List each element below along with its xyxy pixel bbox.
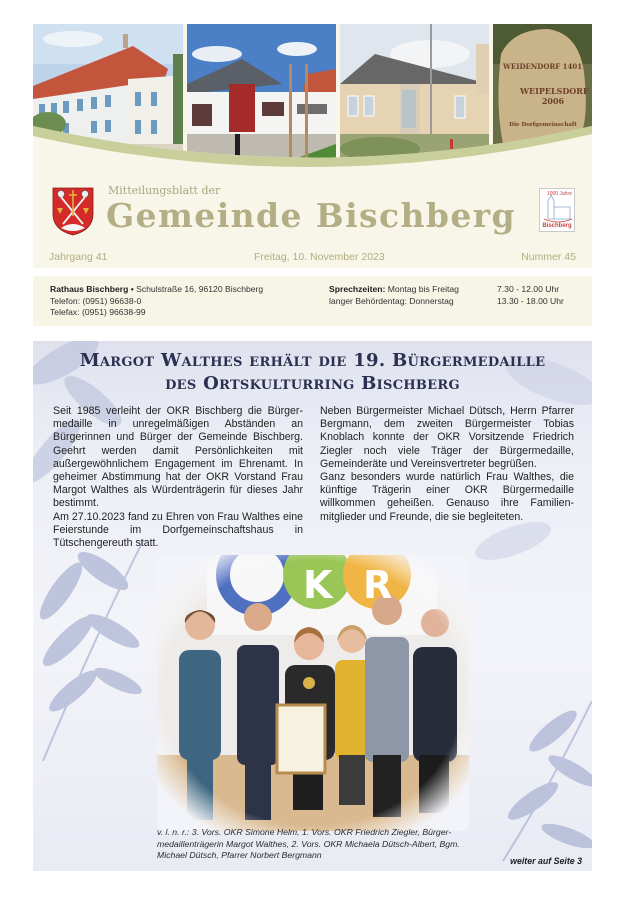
contact-info-bar (33, 276, 592, 326)
bullet-separator: • (130, 284, 134, 294)
town-hall-address: Schulstraße 16, 96120 Bischberg (136, 284, 264, 294)
headline-line-2: des Ortskulturring Bischberg (165, 373, 460, 394)
award-ceremony-photo (157, 555, 469, 831)
masthead-title: Gemeinde Bischberg (106, 196, 517, 235)
anniversary-year: 1000 Jahre (546, 191, 572, 197)
fax-number: Telefax: (0951) 96638-99 (50, 307, 146, 317)
paragraph: Neben Bürgermeister Michael Dütsch, Herrn Pfarrer Bergmann, dem zweiten Bürgermeister Tobias Knoblach konnte der OKR Vorsitzende Friedrich Ziegler noch viele Träger der Bürgermedaille, Gemeinderäte und Vereinsvertreter begrüßen. (320, 405, 574, 470)
headline-line-1: Margot Walthes erhält die 19. Bürgermedaille (79, 350, 546, 371)
memorial-stone-text-2: WEIPELSDORF 2006 (520, 86, 589, 106)
town-hall-name: Rathaus Bischberg (50, 284, 129, 294)
town-hall-contact (50, 284, 263, 319)
issue-date: Freitag, 10. November 2023 (254, 251, 385, 263)
anniversary-logo (539, 188, 575, 232)
anniversary-name: Bischberg (542, 223, 572, 229)
hours-time-2: 13.30 - 18.00 Uhr (497, 295, 564, 306)
phone-number: Telefon: (0951) 96638-0 (50, 295, 142, 306)
coat-of-arms-icon (51, 186, 95, 236)
photo-caption: v. l. n. r.: 3. Vors. OKR Simone Helm, 1. Vors. OKR Friedrich Ziegler, Bürgermedaillenträgerin Margot Walthes, 2. Vors. OKR Michaela Dütsch-Albert, Bgm. Michael Dütsch, Pfarrer Norbert Bergmann (157, 827, 460, 861)
article-headline (33, 349, 592, 395)
article-column-right (320, 405, 574, 524)
masthead (33, 24, 592, 268)
hours-time-1: 7.30 - 12.00 Uhr (497, 284, 560, 294)
hours-day-1: Montag bis Freitag (387, 284, 459, 294)
paragraph: Am 27.10.2023 fand zu Ehren von Frau Walthes eine Feierstunde im Dorfgemeinschaftshaus in Tütschengereuth statt. (53, 510, 303, 550)
okr-letter-r: R (363, 563, 393, 607)
article-column-left (53, 405, 303, 550)
article (33, 341, 592, 871)
memorial-stone-text-1: WEIDENDORF 1401 (503, 62, 583, 71)
office-hours-label: Sprechzeiten: (329, 284, 386, 294)
continued-on-page-link[interactable]: weiter auf Seite 3 (510, 856, 582, 866)
hours-day-2: langer Behördentag: Donnerstag (329, 295, 454, 306)
office-hours (329, 284, 569, 307)
header-photo-strip (33, 24, 592, 169)
paragraph: Ganz besonders wurde natürlich Frau Walthes, die künftige Trägerin einer OKR Bürgermedaille willkommen geheißen. Genauso ihre Familienmitglieder und Freunde, die sie begleiteten. (320, 471, 574, 523)
masthead-subtitle: Mitteilungsblatt der (108, 184, 221, 197)
okr-letter-k: K (303, 563, 333, 607)
issue-number: Nummer 45 (521, 251, 576, 263)
volume-label: Jahrgang 41 (49, 251, 108, 263)
paragraph: Seit 1985 verleiht der OKR Bischberg die Bürgermedaille in unregelmäßigen Abständen an Bürgerinnen und Bürger der Gemeinde Bischberg. Geehrt werden damit Persönlichkeiten mit außergewöhnlichem Engagement im Ehrenamt. In geheimer Abstimmung hat der OKR Vorstand Frau Margot Walthes als Würdenträgerin für dieses Jahr bestimmt. (53, 405, 303, 510)
memorial-stone-text-3: Die Dorfgemeinschaft (509, 122, 577, 128)
